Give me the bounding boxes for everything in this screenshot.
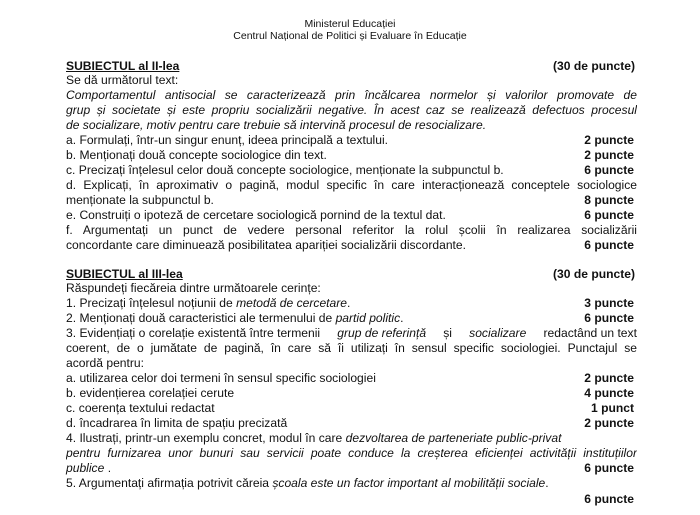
item-points: 6 puncte [584, 208, 634, 222]
question-text: 1. Precizați înțelesul noțiunii de metodă de cercetare. [66, 296, 351, 310]
question-2 [66, 311, 637, 326]
ministry-name: Ministerul Educației [304, 18, 396, 30]
question-5 [66, 476, 637, 491]
section-2-header [66, 59, 637, 74]
question-4 [66, 431, 637, 446]
intro-text: Răspundeți fiecăreia dintre următoarele cerințe: [66, 281, 321, 295]
center-name: Centrul Național de Politici și Evaluare în Educație [233, 30, 467, 42]
criterion-points: 1 punct [590, 401, 634, 415]
criterion-d [66, 416, 637, 431]
criterion-a [66, 371, 637, 386]
question-points: 6 puncte [584, 311, 634, 325]
question-3-cont [66, 341, 637, 356]
question-5-cont [66, 492, 637, 507]
item-text: a. Formulați, într-un singur enunț, ideea principală a textului. [66, 133, 389, 147]
criterion-c [66, 401, 637, 416]
quote-line [66, 118, 637, 133]
item-text: concordante care diminuează posibilitatea apariției socializării discordante. [66, 238, 466, 252]
section-3-intro [66, 281, 637, 296]
question-4-cont [66, 446, 637, 461]
question-points: 6 puncte [584, 461, 634, 475]
item-text: menționate la subpunctul b. [66, 193, 214, 207]
criterion-text: b. evidențierea corelației cerute [66, 386, 235, 400]
intro-text: Se dă următorul text: [66, 73, 179, 87]
criterion-text: c. coerența textului redactat [66, 401, 215, 415]
quote-text: de socializare, motiv pentru care trebuie să intervină procesul de resocializare. [66, 118, 487, 132]
item-a [66, 133, 637, 148]
item-points: 6 puncte [584, 163, 634, 177]
section-2-intro [66, 73, 637, 88]
section-2-title: SUBIECTUL al II-lea [66, 59, 180, 73]
section-2-points: (30 de puncte) [553, 59, 635, 73]
section-3-header [66, 267, 637, 282]
item-d-cont [66, 193, 637, 208]
criterion-text: d. încadrarea în limita de spațiu precizată [66, 416, 288, 430]
item-points: 2 puncte [584, 133, 634, 147]
question-1 [66, 296, 637, 311]
item-text: b. Menționați două concepte sociologice din text. [66, 148, 327, 162]
question-points: 6 puncte [584, 492, 634, 506]
criterion-points: 4 puncte [584, 386, 634, 400]
criterion-text: a. utilizarea celor doi termeni în sensul specific sociologiei [66, 371, 376, 385]
quote-text: grup și societate și este propriu socializării negative. În acest caz se realizează defectuos procesul [66, 103, 637, 117]
item-text: c. Precizați înțelesul celor două concepte sociologice, menționate la subpunctul b. [66, 163, 504, 177]
item-d [66, 178, 637, 193]
question-text: publice . [66, 461, 112, 475]
criterion-points: 2 puncte [584, 371, 634, 385]
item-text: e. Construiți o ipoteză de cercetare sociologică pornind de la textul dat. [66, 208, 446, 222]
item-points: 6 puncte [584, 238, 634, 252]
quote-line [66, 88, 637, 103]
question-4-cont [66, 461, 637, 476]
item-b [66, 148, 637, 163]
item-f-cont [66, 238, 637, 253]
item-e [66, 208, 637, 223]
item-f [66, 223, 637, 238]
question-text: acordă pentru: [66, 356, 144, 370]
question-text: 4. Ilustrați, printr-un exemplu concret, modul în care dezvoltarea de parteneriate public-privat [66, 431, 562, 445]
question-3 [66, 326, 637, 341]
item-text: d. Explicați, în aproximativ o pagină, modul specific în care interacționează conceptele sociologice [66, 178, 637, 192]
section-3-title: SUBIECTUL al III-lea [66, 267, 183, 281]
item-text: f. Argumentați un punct de vedere personal referitor la rolul școlii în realizarea socializării [66, 223, 637, 237]
item-points: 8 puncte [584, 193, 634, 207]
question-text: pentru furnizarea unor bunuri sau servicii poate conduce la creșterea eficienței activității instituțiilor [66, 446, 637, 460]
quote-line [66, 103, 637, 118]
item-points: 2 puncte [584, 148, 634, 162]
quote-text: Comportamentul antisocial se caracterizează prin încălcarea normelor și valorilor promovate de [66, 88, 637, 102]
question-text: coerent, de o jumătate de pagină, în care să îi utilizați în sensul specific sociologiei. Punctajul se [66, 341, 637, 355]
question-text: 3. Evidențiați o corelație existentă între termenii grup de referință și socializare redactând un text [66, 326, 637, 340]
criterion-points: 2 puncte [584, 416, 634, 430]
question-text: 5. Argumentați afirmația potrivit căreia școala este un factor important al mobilității sociale. [66, 476, 549, 490]
question-text: 2. Menționați două caracteristici ale termenului de partid politic. [66, 311, 404, 325]
section-3-points: (30 de puncte) [553, 267, 635, 281]
item-c [66, 163, 637, 178]
question-points: 3 puncte [584, 296, 634, 310]
criterion-b [66, 386, 637, 401]
question-3-cont [66, 356, 637, 371]
